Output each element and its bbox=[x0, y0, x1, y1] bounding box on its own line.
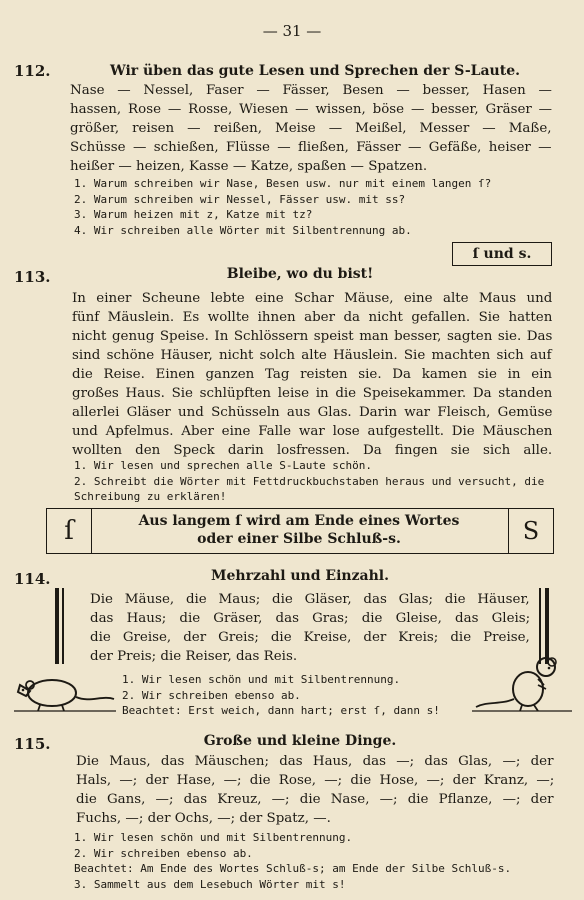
text-line: heißer — heizen, Kasse — Katze, spaßen — Spatzen. bbox=[70, 159, 428, 174]
question-item: 3. Sammelt aus dem Lesebuch Wörter mit s! bbox=[74, 877, 346, 891]
page-number: — 31 — bbox=[262, 22, 322, 40]
rule-box bbox=[46, 508, 554, 554]
questions-115 bbox=[74, 830, 511, 892]
section-text-112 bbox=[70, 81, 552, 176]
question-item: 2. Warum schreiben wir Nessel, Fässer usw. mit ss? bbox=[74, 192, 406, 206]
text-line: und Apfelmus. Aber eine Falle war lose aufgestellt. Die Mäuschen bbox=[72, 424, 553, 439]
question-item: Beachtet: Am Ende des Wortes Schluß-s; am Ende der Silbe Schluß-s. bbox=[74, 862, 512, 875]
section-title-115: Große und kleine Dinge. bbox=[203, 733, 397, 749]
section-text-114 bbox=[90, 590, 530, 666]
text-line: nicht genug Speise. In Schlössern speist man besser, sagten sie. Das bbox=[72, 329, 553, 344]
section-title-113: Bleibe, wo du bist! bbox=[226, 266, 374, 282]
text-line: hassen, Rose — Rosse, Wiesen — wissen, böse — besser, Gräser — bbox=[70, 102, 553, 117]
text-line: In einer Scheune lebte eine Schar Mäuse, eine alte Maus und bbox=[72, 291, 553, 306]
section-text-113 bbox=[72, 289, 552, 460]
question-item: 1. Wir lesen schön und mit Silbentrennung. bbox=[74, 831, 353, 844]
question-item: 2. Wir schreiben ebenso ab. bbox=[122, 688, 301, 702]
questions-112 bbox=[74, 176, 491, 238]
rule-text bbox=[93, 512, 505, 548]
round-s-glyph: S bbox=[508, 509, 553, 553]
question-item: 4. Wir schreiben alle Wörter mit Silbentrennung ab. bbox=[74, 223, 412, 237]
text-line: Die Mäuse, die Maus; die Gläser, das Glas; die Häuser, bbox=[90, 592, 530, 607]
text-line: die Greise, der Greis; die Kreise, der Kreis; die Preise, bbox=[90, 630, 530, 645]
section-title-112: Wir üben das gute Lesen und Sprechen der S-Laute. bbox=[110, 63, 520, 79]
mouse-left-icon bbox=[12, 665, 116, 715]
mouse-right-icon bbox=[472, 655, 572, 715]
left-margin-bar-thin bbox=[62, 588, 64, 664]
section-title-114: Mehrzahl und Einzahl. bbox=[211, 568, 389, 584]
text-line: wollten den Speck darin losfressen. Da fingen sie sich alle. bbox=[72, 443, 553, 458]
rule-line-2: oder einer Silbe Schluß-s. bbox=[197, 531, 401, 547]
text-line: die Gans, —; das Kreuz, —; die Nase, —; die Pflanze, —; der bbox=[76, 792, 554, 807]
text-line: das Haus; die Gräser, das Gras; die Gleise, das Gleis; bbox=[90, 611, 531, 626]
text-line: großes Haus. Sie schlüpften leise in die Speisekammer. Da standen bbox=[72, 386, 553, 401]
right-margin-bar bbox=[545, 588, 549, 664]
text-line: der Preis; die Reiser, das Reis. bbox=[90, 649, 298, 664]
question-item: Beachtet: Erst weich, dann hart; erst ſ, dann s! bbox=[122, 704, 440, 717]
question-item: 3. Warum heizen mit z, Katze mit tz? bbox=[74, 208, 313, 221]
question-item: Schreibung zu erklären! bbox=[74, 490, 227, 503]
question-item: 1. Wir lesen und sprechen alle S-Laute schön. bbox=[74, 459, 373, 472]
section-number-112: 112. bbox=[14, 62, 51, 80]
right-margin-bar-thin bbox=[539, 588, 541, 664]
question-item: 1. Wir lesen schön und mit Silbentrennung. bbox=[122, 673, 401, 686]
text-line: sind schöne Häuser, nicht solch alte Häuslein. Sie machten sich auf bbox=[72, 348, 552, 363]
text-line: Schüsse — schießen, Flüsse — fließen, Fässer — Gefäße, heiser — bbox=[70, 140, 552, 155]
question-item: 2. Wir schreiben ebenso ab. bbox=[74, 846, 253, 860]
text-line: Hals, —; der Hase, —; die Rose, —; die Hose, —; der Kranz, —; bbox=[76, 773, 555, 788]
questions-113 bbox=[74, 458, 544, 505]
section-number-113: 113. bbox=[14, 268, 51, 286]
section-number-115: 115. bbox=[14, 735, 51, 753]
question-item: 2. Schreibt die Wörter mit Fettdruckbuchstaben heraus und versucht, die bbox=[74, 474, 545, 488]
long-s-glyph: ſ bbox=[47, 509, 92, 553]
text-line: allerlei Gläser und Schüsseln aus Glas. Darin war Fleisch, Gemüse bbox=[72, 405, 553, 420]
section-number-114: 114. bbox=[14, 570, 51, 588]
questions-114 bbox=[122, 672, 440, 719]
text-line: Fuchs, —; der Ochs, —; der Spatz, —. bbox=[76, 811, 331, 826]
section-text-115 bbox=[76, 752, 554, 828]
text-line: die Reise. Einen ganzen Tag reisten sie. Da kamen sie in ein bbox=[72, 367, 553, 382]
text-line: Die Maus, das Mäuschen; das Haus, das —; das Glas, —; der bbox=[76, 754, 554, 769]
s-variants-box: ſ und s. bbox=[452, 242, 552, 266]
question-item: 1. Warum schreiben wir Nase, Besen usw. nur mit einem langen ſ? bbox=[74, 177, 492, 190]
text-line: Nase — Nessel, Faser — Fässer, Besen — besser, Hasen — bbox=[70, 83, 552, 98]
rule-line-1: Aus langem ſ wird am Ende eines Wortes bbox=[138, 513, 460, 529]
text-line: größer, reisen — reißen, Meise — Meißel, Messer — Maße, bbox=[70, 121, 552, 136]
left-margin-bar bbox=[55, 588, 59, 664]
text-line: fünf Mäuslein. Es wollte ihnen aber da nicht gefallen. Sie hatten bbox=[72, 310, 553, 325]
